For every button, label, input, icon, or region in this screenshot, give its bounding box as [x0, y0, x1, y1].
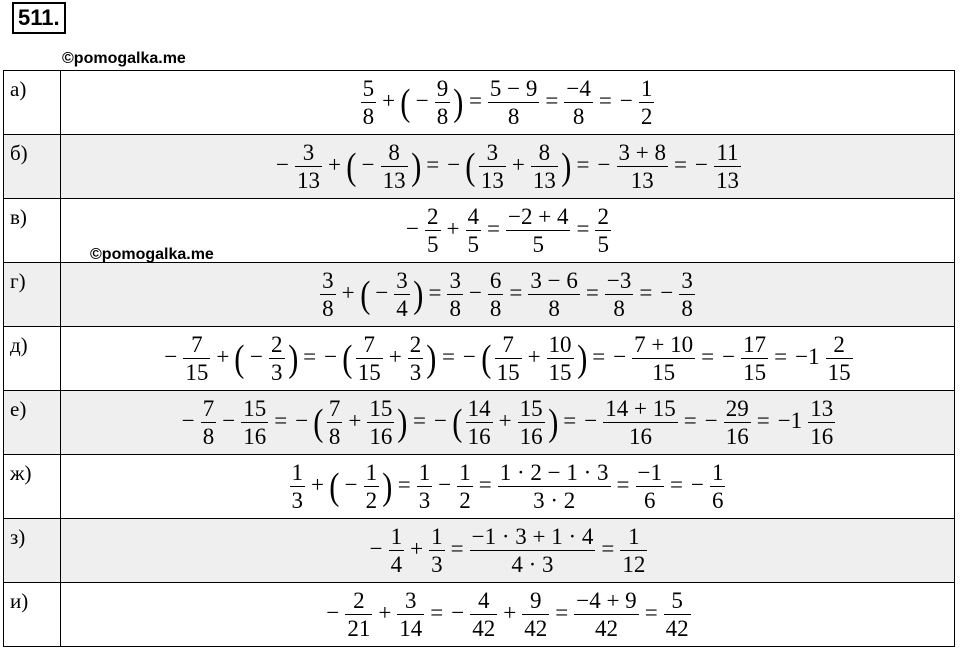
- row-expression: [61, 71, 955, 135]
- table-row: [4, 327, 955, 391]
- fraction-denominator: 15: [827, 360, 851, 385]
- fraction-denominator: 8: [322, 296, 334, 321]
- fraction: [389, 525, 405, 576]
- table-row: [4, 391, 955, 455]
- operator: −: [660, 279, 674, 305]
- operator: +: [348, 407, 362, 433]
- parenthesis: ): [410, 145, 422, 188]
- operator: +: [378, 599, 392, 625]
- operator: =: [441, 343, 455, 369]
- fraction: [345, 589, 372, 640]
- fraction: [290, 461, 306, 512]
- fraction-numerator: 7: [202, 396, 215, 421]
- fraction: [488, 269, 504, 320]
- fraction: [710, 461, 726, 512]
- fraction-denominator: 8: [605, 294, 633, 320]
- fraction-numerator: 8: [388, 140, 400, 165]
- fraction-numerator: −4: [566, 76, 591, 101]
- fraction: [429, 525, 445, 576]
- operator: −: [250, 343, 264, 369]
- fraction: [470, 525, 596, 576]
- row-expression: [61, 455, 955, 519]
- fraction: [620, 525, 647, 576]
- operator: =: [274, 407, 288, 433]
- fraction-denominator: 13: [617, 166, 668, 192]
- fraction-numerator: 5: [671, 588, 683, 613]
- operator: +: [216, 343, 230, 369]
- fraction-denominator: 8: [449, 296, 461, 321]
- fraction: [636, 461, 664, 512]
- fraction-denominator: 8: [328, 424, 341, 449]
- operator: +: [503, 599, 517, 625]
- operator: −: [295, 407, 309, 433]
- operator: =: [576, 151, 590, 177]
- operator: +: [341, 279, 355, 305]
- fraction-numerator: 3: [396, 268, 408, 293]
- parenthesis: (: [234, 337, 245, 380]
- fraction-numerator: 1: [628, 524, 640, 549]
- fraction-numerator: 15: [243, 396, 267, 421]
- fraction-denominator: 2: [640, 104, 653, 129]
- operator: −: [722, 343, 736, 369]
- fraction: [498, 461, 611, 512]
- fraction: [327, 397, 343, 448]
- operator: −: [694, 151, 708, 177]
- fraction-denominator: 3: [291, 488, 304, 513]
- operator: −: [438, 471, 452, 497]
- fraction: [679, 269, 695, 320]
- operator: =: [670, 471, 683, 497]
- fraction: [394, 269, 410, 320]
- parenthesis: (: [342, 337, 353, 380]
- operator: −: [326, 599, 340, 625]
- fraction-denominator: 8: [489, 296, 502, 321]
- fraction: [595, 205, 611, 256]
- operator: =: [598, 87, 612, 113]
- fraction: [447, 269, 463, 320]
- fraction: [361, 77, 377, 128]
- row-expression: [61, 135, 955, 199]
- fraction-denominator: 8: [202, 424, 215, 449]
- fraction-denominator: 13: [297, 168, 320, 193]
- fraction-numerator: 2: [353, 588, 365, 613]
- fraction-numerator: 3: [322, 268, 334, 293]
- fraction-numerator: 2: [409, 332, 422, 357]
- watermark-middle: ©pomogalka.me: [90, 246, 214, 263]
- table-row: [4, 455, 955, 519]
- fraction-denominator: 16: [810, 424, 834, 449]
- operator: =: [545, 87, 559, 113]
- fraction: [269, 333, 285, 384]
- fraction-denominator: 15: [548, 360, 572, 385]
- fraction-numerator: 3: [449, 268, 461, 293]
- operator: +: [498, 407, 512, 433]
- operator: −: [468, 279, 482, 305]
- fraction-denominator: 8: [564, 102, 592, 128]
- fraction: [639, 77, 655, 128]
- table-row: [4, 71, 955, 135]
- fraction: [457, 461, 473, 512]
- operator: −: [447, 151, 461, 177]
- fraction-numerator: −1 · 3 + 1 · 4: [471, 524, 594, 549]
- fraction: [466, 205, 482, 256]
- fraction-denominator: 12: [622, 552, 646, 577]
- fraction: [241, 397, 268, 448]
- fraction-denominator: 5: [597, 232, 609, 257]
- fraction-denominator: 16: [243, 424, 267, 449]
- operator: −: [375, 279, 389, 305]
- fraction: [495, 333, 522, 384]
- fraction-denominator: 4: [390, 552, 403, 577]
- operator: −: [369, 535, 383, 561]
- fraction-numerator: 7 + 10: [634, 332, 694, 357]
- fraction-numerator: 3: [405, 588, 417, 613]
- parenthesis: (: [481, 337, 492, 380]
- fraction-denominator: 2: [459, 488, 471, 513]
- fraction-numerator: −3: [606, 268, 632, 293]
- fraction-denominator: 14: [399, 616, 423, 641]
- operator: =: [585, 279, 599, 305]
- operator: =: [426, 151, 440, 177]
- operator: =: [430, 599, 444, 625]
- operator: =: [701, 343, 715, 369]
- fraction-numerator: 1: [711, 460, 724, 485]
- fraction-denominator: 6: [711, 488, 724, 513]
- fraction-numerator: 14 + 15: [605, 396, 676, 421]
- fraction-numerator: 3: [302, 140, 315, 165]
- parenthesis: ): [382, 465, 393, 508]
- fraction-numerator: 1: [390, 524, 403, 549]
- operator: +: [382, 87, 396, 113]
- operator: =: [563, 407, 577, 433]
- row-expression: [61, 391, 955, 455]
- operator: −1: [777, 407, 803, 433]
- operator: =: [413, 407, 427, 433]
- fraction-denominator: 15: [357, 360, 381, 385]
- operator: =: [576, 215, 590, 241]
- fraction: [183, 333, 210, 384]
- parenthesis: (: [400, 81, 411, 124]
- fraction-denominator: 16: [467, 424, 491, 449]
- operator: −: [434, 407, 447, 433]
- fraction-denominator: 2: [365, 488, 378, 513]
- fraction: [518, 397, 545, 448]
- parenthesis: ): [576, 337, 587, 380]
- fraction-numerator: 17: [743, 332, 767, 357]
- fraction: [724, 397, 751, 448]
- operator: +: [311, 471, 324, 497]
- operator: −: [276, 151, 289, 177]
- fraction-numerator: 3: [486, 140, 499, 165]
- fraction-denominator: 42: [665, 616, 689, 641]
- fraction-numerator: 9: [530, 588, 542, 613]
- fraction: [617, 141, 668, 192]
- fraction-denominator: 8: [488, 102, 539, 128]
- operator: =: [639, 279, 653, 305]
- operator: =: [774, 343, 788, 369]
- fraction-denominator: 3 · 2: [498, 486, 611, 512]
- parenthesis: (: [452, 401, 463, 444]
- fraction-numerator: 1: [418, 460, 431, 485]
- fraction-denominator: 3: [271, 360, 283, 385]
- fraction: [201, 397, 217, 448]
- fraction-numerator: 10: [548, 332, 572, 357]
- table-row: [4, 135, 955, 199]
- watermark-top: ©pomogalka.me: [62, 50, 186, 67]
- operator: −: [361, 151, 375, 177]
- fraction: [417, 461, 433, 512]
- parenthesis: ): [547, 401, 559, 444]
- fraction-denominator: 21: [347, 616, 371, 641]
- fraction-denominator: 5: [506, 230, 570, 256]
- operator: =: [683, 407, 697, 433]
- operator: =: [397, 471, 411, 497]
- operator: −: [462, 343, 476, 369]
- operator: +: [511, 151, 525, 177]
- row-label: б): [4, 135, 61, 199]
- operator: −: [691, 471, 704, 497]
- operator: =: [616, 471, 630, 497]
- operator: =: [450, 535, 464, 561]
- operator: −: [344, 471, 358, 497]
- operator: +: [328, 151, 341, 177]
- fraction-denominator: 8: [436, 104, 449, 129]
- operator: −: [451, 599, 465, 625]
- fraction-numerator: 11: [716, 140, 739, 165]
- operator: =: [555, 599, 569, 625]
- fraction-denominator: 15: [496, 360, 520, 385]
- operator: −: [597, 151, 611, 177]
- row-label: з): [4, 519, 61, 583]
- fraction-denominator: 4 · 3: [470, 550, 596, 576]
- operator: −: [619, 87, 633, 113]
- fraction-numerator: 1: [291, 460, 304, 485]
- fraction-numerator: 3 + 8: [618, 140, 666, 165]
- operator: −: [704, 407, 718, 433]
- fraction-denominator: 16: [519, 424, 543, 449]
- fraction: [714, 141, 741, 192]
- operator: +: [410, 535, 424, 561]
- operator: =: [601, 535, 615, 561]
- fraction-denominator: 8: [528, 294, 579, 320]
- fraction-denominator: 5: [427, 232, 439, 257]
- fraction-numerator: 15: [519, 396, 543, 421]
- fraction: [488, 77, 539, 128]
- row-expression: [61, 327, 955, 391]
- operator: −: [584, 407, 598, 433]
- fraction: [632, 333, 695, 384]
- fraction-numerator: 7: [328, 396, 341, 421]
- fraction-denominator: 42: [574, 614, 638, 640]
- fraction-denominator: 42: [472, 616, 496, 641]
- operator: =: [592, 343, 606, 369]
- fraction-numerator: 1: [459, 460, 471, 485]
- fraction-numerator: 3: [681, 268, 693, 293]
- fraction-numerator: 1: [431, 524, 443, 549]
- operator: =: [644, 599, 658, 625]
- operator: =: [487, 215, 500, 241]
- operator: =: [756, 407, 770, 433]
- fraction-numerator: 4: [478, 588, 490, 613]
- fraction: [295, 141, 322, 192]
- fraction: [364, 461, 380, 512]
- fraction-denominator: 3: [418, 488, 431, 513]
- fraction: [470, 589, 497, 640]
- fraction: [664, 589, 691, 640]
- fraction-denominator: 16: [369, 424, 393, 449]
- fraction: [435, 77, 451, 128]
- fraction: [479, 141, 506, 192]
- operator: −: [164, 343, 178, 369]
- parenthesis: ): [426, 337, 437, 380]
- fraction-numerator: −2 + 4: [508, 204, 569, 229]
- operator: +: [388, 343, 402, 369]
- operator: =: [428, 279, 442, 305]
- table-row: [4, 519, 955, 583]
- fraction-numerator: 4: [467, 204, 480, 229]
- fraction: [603, 397, 677, 448]
- fraction: [605, 269, 633, 320]
- problem-number: 511.: [12, 2, 66, 34]
- operator: −: [324, 343, 338, 369]
- row-label: е): [4, 391, 61, 455]
- fraction: [741, 333, 768, 384]
- fraction: [531, 141, 558, 192]
- fraction: [356, 333, 383, 384]
- fraction-numerator: 1: [365, 460, 378, 485]
- fraction-denominator: 3: [409, 360, 422, 385]
- fraction-numerator: 2: [427, 204, 439, 229]
- fraction: [425, 205, 441, 256]
- fraction-numerator: 5: [362, 76, 375, 101]
- fraction-numerator: 7: [191, 332, 203, 357]
- fraction-denominator: 4: [396, 296, 408, 321]
- parenthesis: ): [397, 401, 408, 444]
- fraction-denominator: 16: [725, 424, 749, 449]
- fraction: [397, 589, 424, 640]
- fraction-denominator: 6: [636, 486, 664, 512]
- fraction-numerator: 2: [597, 204, 609, 229]
- fraction: [408, 333, 424, 384]
- row-label: в): [4, 199, 61, 263]
- fraction-denominator: 8: [362, 104, 375, 129]
- row-expression: [61, 263, 955, 327]
- fraction-numerator: 5 − 9: [489, 76, 538, 101]
- row-label: д): [4, 327, 61, 391]
- fraction-numerator: 1 · 2 − 1 · 3: [499, 460, 609, 485]
- parenthesis: ): [413, 273, 424, 316]
- fraction-numerator: 2: [833, 332, 845, 357]
- parenthesis: ): [287, 337, 298, 380]
- fraction-numerator: 7: [363, 332, 376, 357]
- fraction: [564, 77, 592, 128]
- fraction: [808, 397, 835, 448]
- fraction-numerator: 29: [725, 396, 749, 421]
- operator: =: [303, 343, 317, 369]
- fraction: [381, 141, 408, 192]
- fraction-numerator: 3 − 6: [530, 268, 578, 293]
- operator: −1: [795, 343, 820, 369]
- fraction: [528, 269, 579, 320]
- fraction: [466, 397, 493, 448]
- fraction-denominator: 13: [715, 168, 739, 193]
- row-label: а): [4, 71, 61, 135]
- parenthesis: (: [329, 465, 340, 508]
- fraction-numerator: 8: [538, 140, 551, 165]
- fraction-numerator: 15: [369, 396, 393, 421]
- fraction-denominator: 5: [467, 232, 480, 257]
- parenthesis: (: [346, 145, 357, 188]
- fraction-numerator: 9: [436, 76, 449, 101]
- parenthesis: ): [561, 145, 572, 188]
- fraction: [547, 333, 574, 384]
- parenthesis: (: [465, 145, 476, 188]
- operator: =: [478, 471, 492, 497]
- table-row: [4, 583, 955, 647]
- fraction-denominator: 15: [185, 360, 209, 385]
- operator: −: [406, 215, 420, 241]
- solution-table: [3, 70, 955, 647]
- fraction: [320, 269, 336, 320]
- parenthesis: ): [453, 81, 464, 124]
- fraction-denominator: 15: [743, 360, 767, 385]
- fraction-denominator: 15: [632, 358, 695, 384]
- fraction-numerator: 6: [489, 268, 502, 293]
- fraction-numerator: −4 + 9: [576, 588, 637, 613]
- fraction-numerator: 1: [640, 76, 653, 101]
- operator: +: [446, 215, 460, 241]
- fraction-numerator: 7: [502, 332, 514, 357]
- fraction-numerator: −1: [637, 460, 663, 485]
- operator: −: [181, 407, 195, 433]
- fraction-denominator: 16: [603, 422, 677, 448]
- fraction-denominator: 8: [681, 296, 693, 321]
- row-label: г): [4, 263, 61, 327]
- row-label: и): [4, 583, 61, 647]
- fraction-numerator: 2: [271, 332, 283, 357]
- operator: −: [415, 87, 429, 113]
- row-expression: [61, 583, 955, 647]
- fraction: [574, 589, 638, 640]
- operator: +: [527, 343, 541, 369]
- fraction-numerator: 14: [467, 396, 491, 421]
- operator: −: [613, 343, 627, 369]
- fraction-denominator: 13: [480, 168, 504, 193]
- fraction-denominator: 3: [431, 552, 443, 577]
- operator: =: [674, 151, 687, 177]
- row-expression: [61, 519, 955, 583]
- fraction-denominator: 13: [382, 168, 406, 193]
- operator: =: [509, 279, 523, 305]
- parenthesis: (: [359, 273, 371, 316]
- parenthesis: (: [313, 401, 324, 444]
- operator: =: [468, 87, 482, 113]
- fraction: [522, 589, 549, 640]
- row-label: ж): [4, 455, 61, 519]
- operator: −: [222, 407, 236, 433]
- fraction-numerator: 13: [810, 396, 834, 421]
- fraction: [506, 205, 570, 256]
- fraction-denominator: 13: [532, 168, 556, 193]
- fraction-denominator: 42: [524, 616, 548, 641]
- fraction: [367, 397, 394, 448]
- fraction: [826, 333, 853, 384]
- table-row: [4, 263, 955, 327]
